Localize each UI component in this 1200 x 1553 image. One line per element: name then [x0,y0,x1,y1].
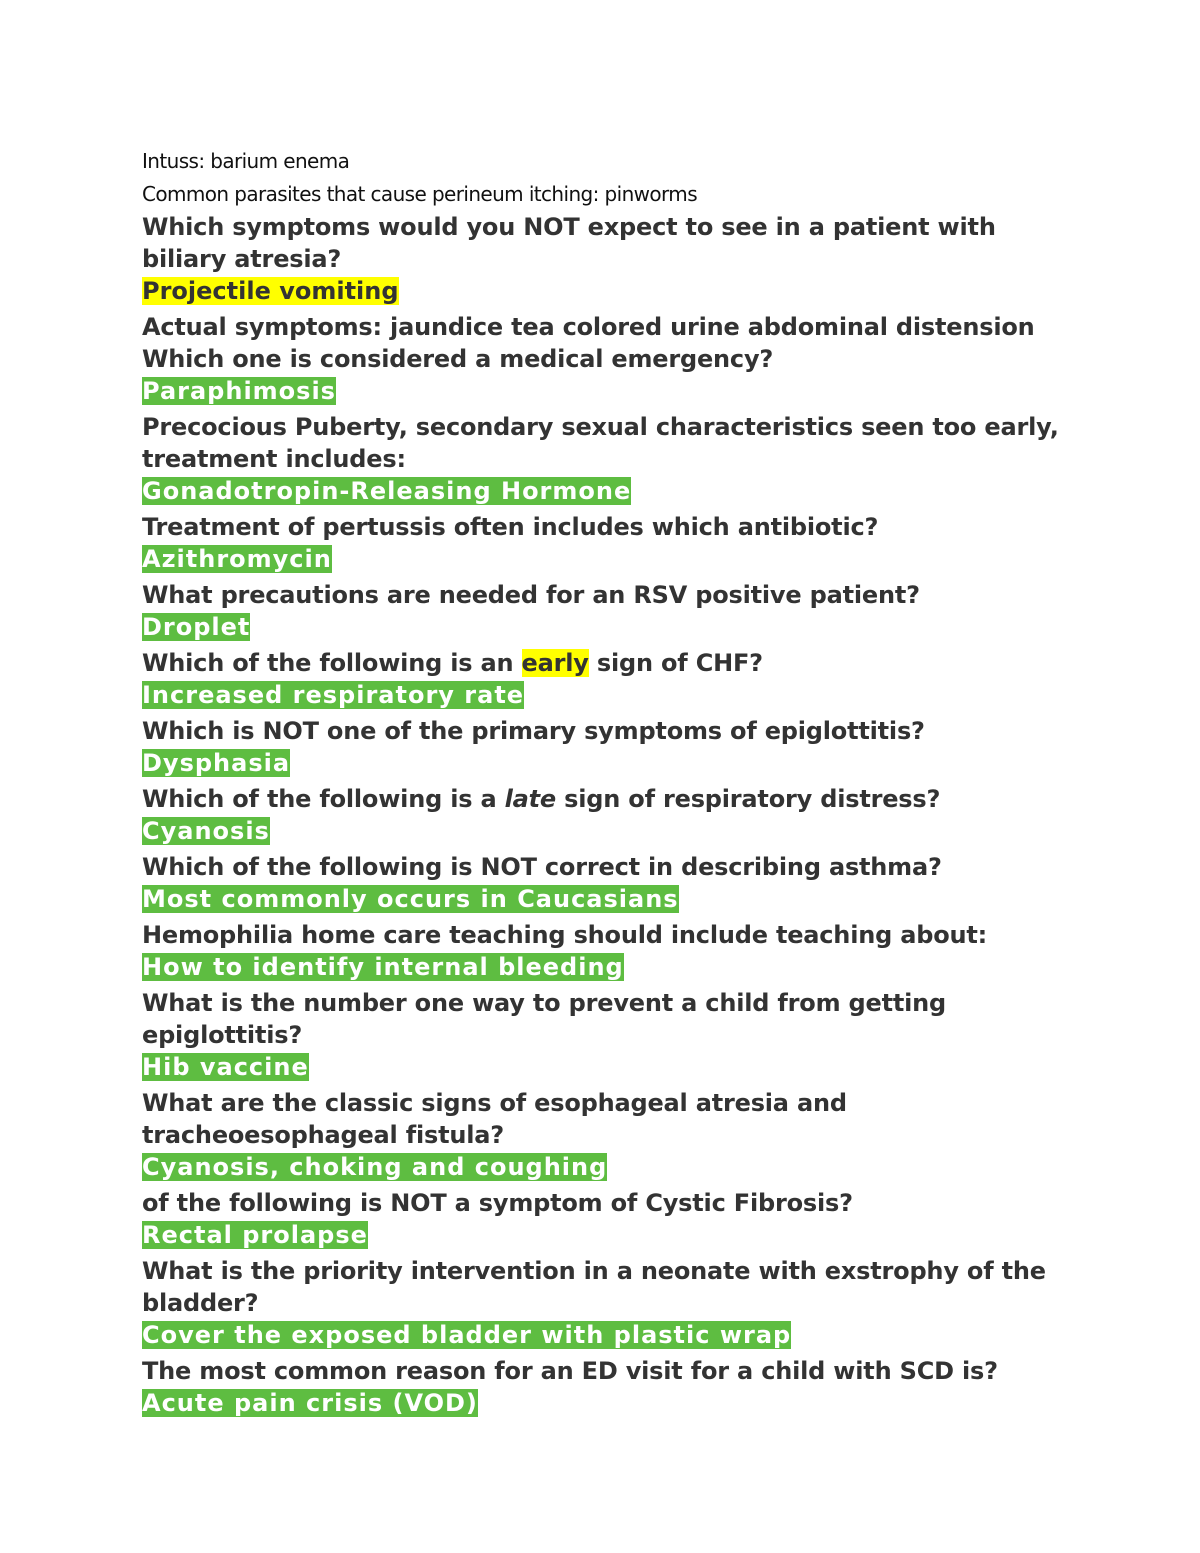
note-line: Intuss: barium enema [142,149,350,173]
question: What precautions are needed for an RSV positive patient? [142,581,920,609]
question [142,647,1072,679]
document-page [142,145,1072,1423]
question-text: sign of respiratory distress? [556,785,941,813]
question [142,783,1072,815]
answer [142,375,1072,411]
question: of the following is NOT a symptom of Cystic Fibrosis? [142,1189,853,1217]
answer [142,883,1072,919]
note-line: Common parasites that cause perineum itching: pinworms [142,182,698,206]
answer-text: Gonadotropin-Releasing Hormone [142,477,632,505]
answer [142,275,1072,311]
answer-text: Cyanosis, choking and coughing [142,1153,608,1181]
question: Hemophilia home care teaching should include teaching about: [142,921,988,949]
answer [142,951,1072,987]
answer [142,611,1072,647]
answer [142,475,1072,511]
question: What is the number one way to prevent a child from getting epiglottitis? [142,989,947,1049]
question: Which of the following is NOT correct in describing asthma? [142,853,942,881]
answer [142,815,1072,851]
emphasized-word: late [504,785,557,813]
question: Which is NOT one of the primary symptoms of epiglottitis? [142,717,925,745]
question: Which one is considered a medical emergency? [142,345,774,373]
answer-text: Cover the exposed bladder with plastic wrap [142,1321,792,1349]
question: Precocious Puberty, secondary sexual characteristics seen too early, treatment includes: [142,413,1059,473]
answer-text: Azithromycin [142,545,332,573]
question: The most common reason for an ED visit for a child with SCD is? [142,1357,998,1385]
highlighted-word: early [521,649,589,677]
answer [142,1387,1072,1423]
question: What are the classic signs of esophageal atresia and tracheoesophageal fistula? [142,1089,847,1149]
answer-text: Most commonly occurs in Caucasians [142,885,679,913]
answer [142,1151,1072,1187]
answer-text: Projectile vomiting [142,277,399,305]
answer-text: How to identify internal bleeding [142,953,624,981]
answer-text: Rectal prolapse [142,1221,368,1249]
answer-text: Droplet [142,613,251,641]
answer-text: Increased respiratory rate [142,681,525,709]
answer-text: Paraphimosis [142,377,336,405]
answer-text: Acute pain crisis (VOD) [142,1389,478,1417]
question: Actual symptoms: jaundice tea colored urine abdominal distension [142,313,1035,341]
answer-text: Hib vaccine [142,1053,309,1081]
answer-text: Dysphasia [142,749,291,777]
question: Which symptoms would you NOT expect to see in a patient with biliary atresia? [142,213,996,273]
answer [142,543,1072,579]
answer [142,1051,1072,1087]
question-text: Which of the following is a [142,785,505,813]
answer-text: Cyanosis [142,817,270,845]
answer [142,747,1072,783]
question-text: Which of the following is an [142,649,522,677]
answer [142,679,1072,715]
question: Treatment of pertussis often includes which antibiotic? [142,513,879,541]
answer [142,1319,1072,1355]
answer [142,1219,1072,1255]
question: What is the priority intervention in a neonate with exstrophy of the bladder? [142,1257,1046,1317]
question-text: sign of CHF? [588,649,763,677]
